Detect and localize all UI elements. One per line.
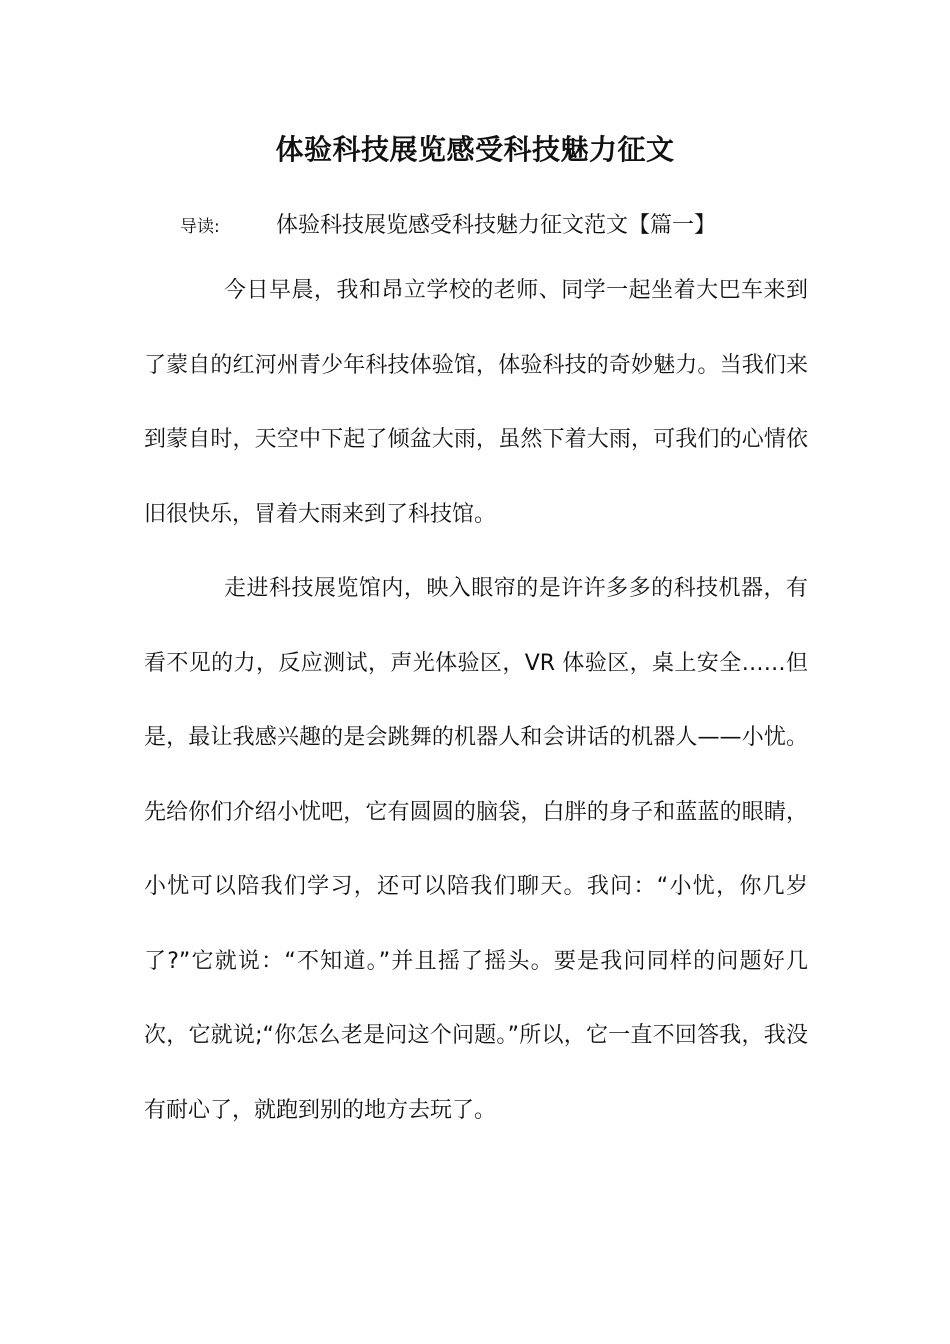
intro-text: 体验科技展览感受科技魅力征文范文【篇一】 [276, 213, 717, 238]
article-body [144, 254, 808, 1148]
intro-line [180, 208, 716, 244]
intro-label: 导读: [180, 217, 220, 237]
document-title: 体验科技展览感受科技魅力征文 [275, 133, 675, 166]
paragraph: 走进科技展览馆内，映入眼帘的是许许多多的科技机器，有看不见的力，反应测试，声光体验区，VR 体验区，桌上安全……但是，最让我感兴趣的是会跳舞的机器人和会讲话的机器人——小忧。先给你们介绍小忧吧，它有圆圆的脑袋，白胖的身子和蓝蓝的眼睛，小忧可以陪我们学习，还可以陪我们聊天。我问：“小忧，你几岁了?”它就说：“不知道。”并且摇了摇头。要是我问同样的问题好几次，它就说;“你怎么老是问这个问题。”所以，它一直不回答我，我没有耐心了，就跑到别的地方去玩了。 [144, 576, 808, 1123]
paragraph: 今日早晨，我和昂立学校的老师、同学一起坐着大巴车来到了蒙自的红河州青少年科技体验馆，体验科技的奇妙魅力。当我们来到蒙自时，天空中下起了倾盆大雨，虽然下着大雨，可我们的心情依旧很快乐，冒着大雨来到了科技馆。 [144, 278, 808, 527]
